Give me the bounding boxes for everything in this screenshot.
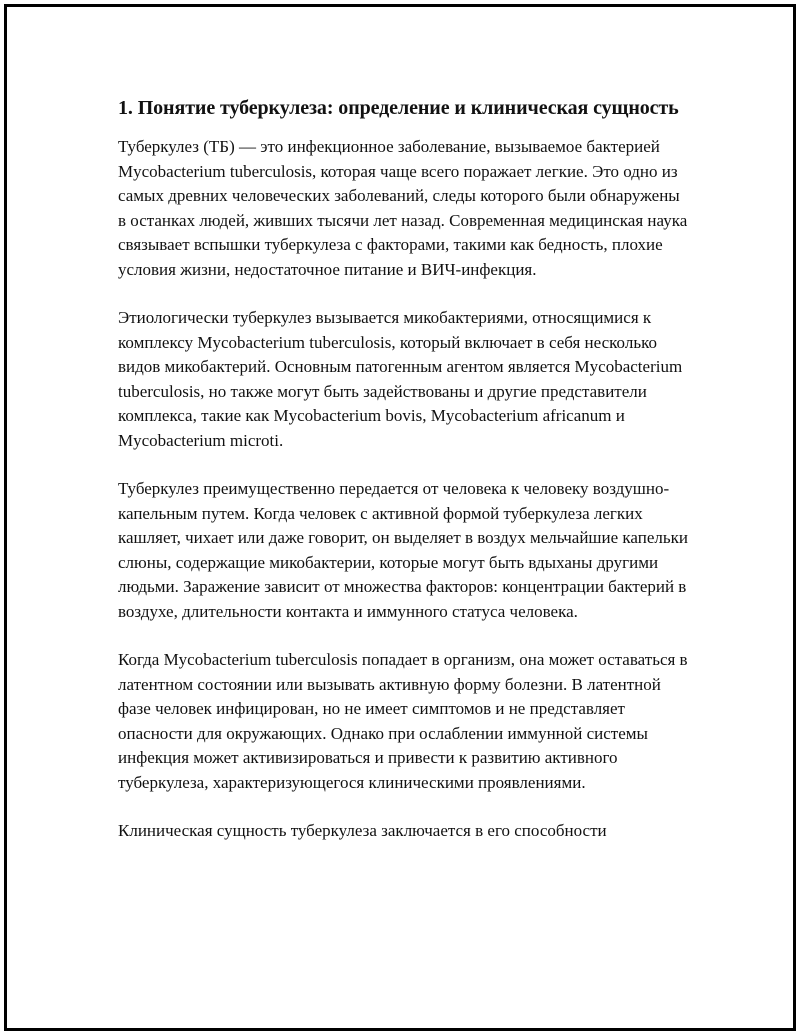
paragraph-transmission: Туберкулез преимущественно передается от человека к человеку воздушно-капельным путем. Когда человек с активной формой туберкулеза легких кашляет, чихает или даже говорит, он выделяет в воздух мельчайшие капельки слюны, содержащие микобактерии, которые могут быть вдыханы другими людьми. Заражение зависит от множества факторов: концентрации бактерий в воздухе, длительности контакта и иммунного статуса человека.: [118, 479, 688, 621]
paragraph-latent-phase: Когда Mycobacterium tuberculosis попадает в организм, она может оставаться в латентном состоянии или вызывать активную форму болезни. В латентной фазе человек инфицирован, но не имеет симптомов и не представляет опасности для окружающих. Однако при ослаблении иммунной системы инфекция может активизироваться и привести к развитию активного туберкулеза, характеризующегося клиническими проявлениями.: [118, 650, 688, 792]
paragraph-clinical-essence: Клиническая сущность туберкулеза заключается в его способности: [118, 821, 607, 840]
paragraph-definition: Туберкулез (ТБ) — это инфекционное заболевание, вызываемое бактерией Mycobacterium tuberculosis, которая чаще всего поражает легкие. Это одно из самых древних человеческих заболеваний, следы которого были обнаружены в останках людей, живших тысячи лет назад. Современная медицинская наука связывает вспышки туберкулеза с факторами, такими как бедность, плохие условия жизни, недостаточное питание и ВИЧ-инфекция.: [118, 137, 688, 279]
document-body: [118, 94, 690, 868]
paragraph-etiology: Этиологически туберкулез вызывается микобактериями, относящимися к комплексу Mycobacterium tuberculosis, который включает в себя несколько видов микобактерий. Основным патогенным агентом является Mycobacterium tuberculosis, но также могут быть задействованы и другие представители комплекса, такие как Mycobacterium bovis, Mycobacterium africanum и Mycobacterium microti.: [118, 308, 683, 450]
section-heading: 1. Понятие туберкулеза: определение и клиническая сущность: [118, 97, 679, 119]
